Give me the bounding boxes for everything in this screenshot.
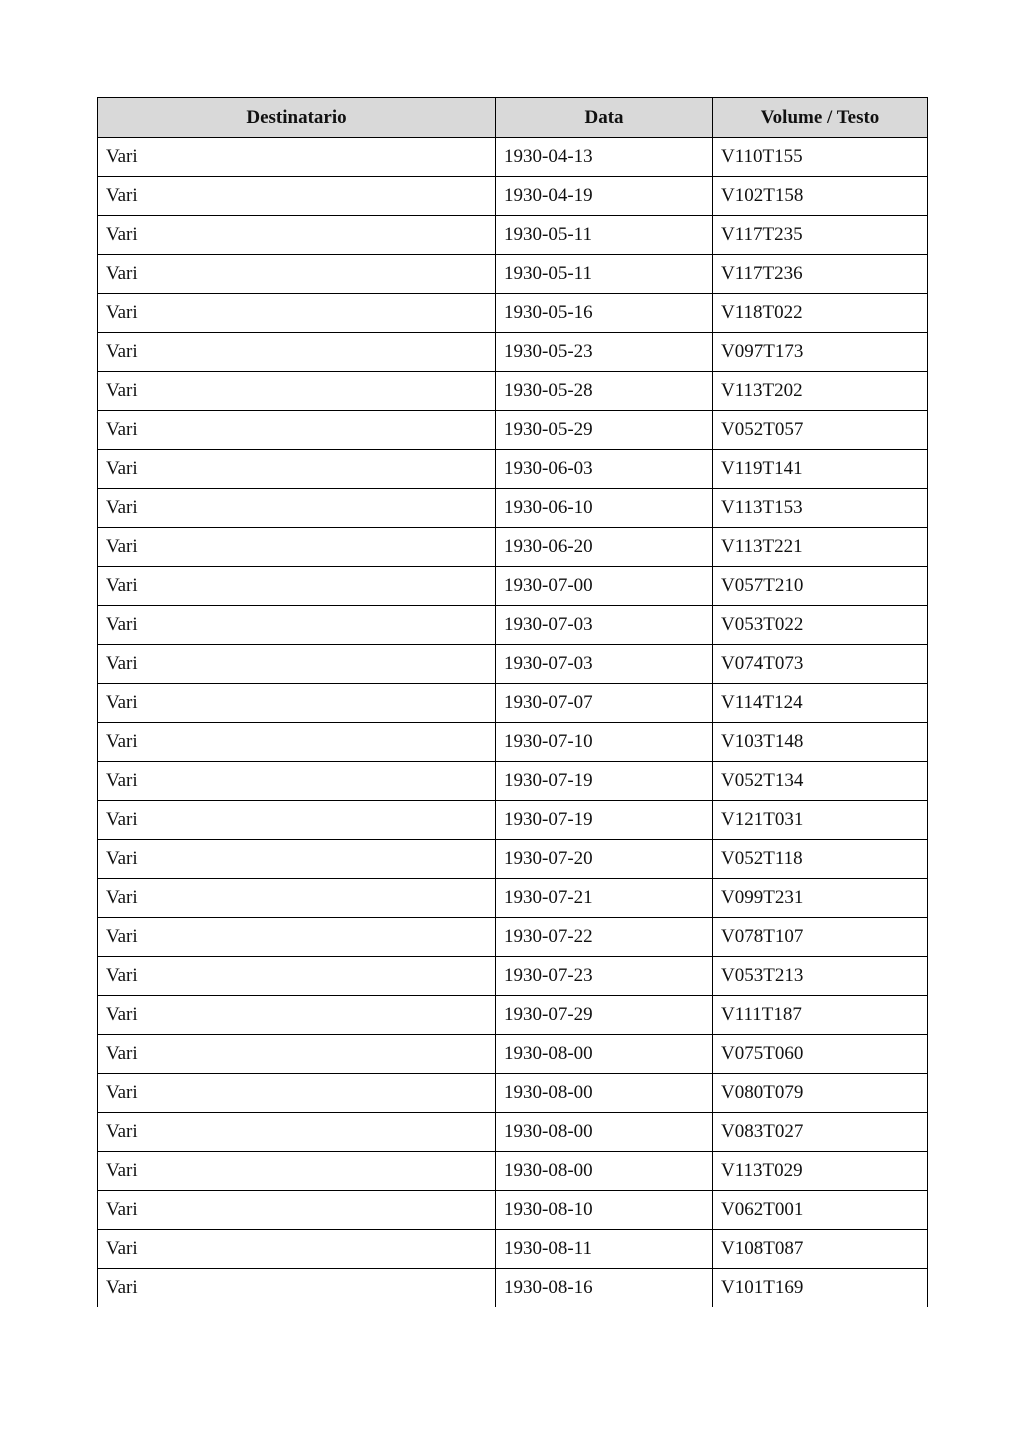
- cell-destinatario: Vari: [98, 1230, 496, 1269]
- cell-destinatario: Vari: [98, 1035, 496, 1074]
- cell-volume-testo: V052T118: [713, 840, 928, 879]
- cell-data: 1930-07-03: [496, 645, 713, 684]
- cell-data: 1930-05-29: [496, 411, 713, 450]
- table-row: [98, 216, 928, 255]
- table-row: [98, 723, 928, 762]
- table-row: [98, 138, 928, 177]
- cell-data: 1930-07-07: [496, 684, 713, 723]
- cell-volume-testo: V110T155: [713, 138, 928, 177]
- cell-volume-testo: V062T001: [713, 1191, 928, 1230]
- cell-data: 1930-08-16: [496, 1269, 713, 1308]
- table-row: [98, 1191, 928, 1230]
- cell-data: 1930-07-22: [496, 918, 713, 957]
- cell-destinatario: Vari: [98, 1269, 496, 1308]
- table-row: [98, 1074, 928, 1113]
- cell-data: 1930-07-19: [496, 801, 713, 840]
- cell-volume-testo: V052T134: [713, 762, 928, 801]
- header-row: [98, 98, 928, 138]
- cell-destinatario: Vari: [98, 1191, 496, 1230]
- cell-destinatario: Vari: [98, 957, 496, 996]
- cell-volume-testo: V121T031: [713, 801, 928, 840]
- cell-destinatario: Vari: [98, 1074, 496, 1113]
- table-row: [98, 918, 928, 957]
- cell-volume-testo: V113T221: [713, 528, 928, 567]
- cell-data: 1930-07-03: [496, 606, 713, 645]
- cell-destinatario: Vari: [98, 723, 496, 762]
- table-row: [98, 801, 928, 840]
- table-row: [98, 879, 928, 918]
- letters-table: [97, 97, 928, 1307]
- cell-volume-testo: V117T235: [713, 216, 928, 255]
- header-destinatario: Destinatario: [98, 98, 496, 138]
- table-row: [98, 1230, 928, 1269]
- cell-data: 1930-08-00: [496, 1152, 713, 1191]
- cell-destinatario: Vari: [98, 684, 496, 723]
- table-row: [98, 1269, 928, 1308]
- table-row: [98, 957, 928, 996]
- table-row: [98, 528, 928, 567]
- cell-destinatario: Vari: [98, 879, 496, 918]
- cell-data: 1930-05-11: [496, 255, 713, 294]
- cell-data: 1930-08-00: [496, 1035, 713, 1074]
- cell-data: 1930-04-13: [496, 138, 713, 177]
- cell-destinatario: Vari: [98, 138, 496, 177]
- cell-data: 1930-07-21: [496, 879, 713, 918]
- cell-volume-testo: V111T187: [713, 996, 928, 1035]
- cell-volume-testo: V113T202: [713, 372, 928, 411]
- table-row: [98, 372, 928, 411]
- document-page: [97, 97, 927, 1307]
- cell-volume-testo: V078T107: [713, 918, 928, 957]
- cell-volume-testo: V075T060: [713, 1035, 928, 1074]
- cell-destinatario: Vari: [98, 294, 496, 333]
- table-row: [98, 567, 928, 606]
- cell-volume-testo: V103T148: [713, 723, 928, 762]
- cell-destinatario: Vari: [98, 489, 496, 528]
- table-body: [98, 138, 928, 1308]
- table-row: [98, 1113, 928, 1152]
- cell-destinatario: Vari: [98, 801, 496, 840]
- table-row: [98, 333, 928, 372]
- table-row: [98, 450, 928, 489]
- cell-data: 1930-07-10: [496, 723, 713, 762]
- cell-data: 1930-05-11: [496, 216, 713, 255]
- cell-volume-testo: V097T173: [713, 333, 928, 372]
- cell-data: 1930-06-10: [496, 489, 713, 528]
- cell-data: 1930-08-00: [496, 1074, 713, 1113]
- table-row: [98, 606, 928, 645]
- cell-volume-testo: V102T158: [713, 177, 928, 216]
- cell-destinatario: Vari: [98, 1152, 496, 1191]
- cell-volume-testo: V113T153: [713, 489, 928, 528]
- cell-volume-testo: V083T027: [713, 1113, 928, 1152]
- cell-data: 1930-08-11: [496, 1230, 713, 1269]
- cell-destinatario: Vari: [98, 216, 496, 255]
- cell-volume-testo: V114T124: [713, 684, 928, 723]
- cell-volume-testo: V108T087: [713, 1230, 928, 1269]
- cell-data: 1930-07-19: [496, 762, 713, 801]
- table-row: [98, 762, 928, 801]
- table-row: [98, 177, 928, 216]
- cell-data: 1930-08-10: [496, 1191, 713, 1230]
- cell-volume-testo: V119T141: [713, 450, 928, 489]
- cell-data: 1930-06-20: [496, 528, 713, 567]
- cell-destinatario: Vari: [98, 177, 496, 216]
- cell-data: 1930-04-19: [496, 177, 713, 216]
- table-row: [98, 645, 928, 684]
- cell-volume-testo: V057T210: [713, 567, 928, 606]
- table-header: [98, 98, 928, 138]
- cell-volume-testo: V117T236: [713, 255, 928, 294]
- cell-destinatario: Vari: [98, 840, 496, 879]
- cell-volume-testo: V053T213: [713, 957, 928, 996]
- cell-data: 1930-05-28: [496, 372, 713, 411]
- cell-data: 1930-07-23: [496, 957, 713, 996]
- header-data: Data: [496, 98, 713, 138]
- table-row: [98, 996, 928, 1035]
- cell-volume-testo: V074T073: [713, 645, 928, 684]
- cell-volume-testo: V052T057: [713, 411, 928, 450]
- cell-data: 1930-05-16: [496, 294, 713, 333]
- table-row: [98, 411, 928, 450]
- cell-data: 1930-06-03: [496, 450, 713, 489]
- cell-data: 1930-05-23: [496, 333, 713, 372]
- table-row: [98, 489, 928, 528]
- cell-volume-testo: V113T029: [713, 1152, 928, 1191]
- cell-destinatario: Vari: [98, 528, 496, 567]
- header-volume-testo: Volume / Testo: [713, 98, 928, 138]
- cell-data: 1930-08-00: [496, 1113, 713, 1152]
- cell-volume-testo: V118T022: [713, 294, 928, 333]
- cell-data: 1930-07-00: [496, 567, 713, 606]
- table-row: [98, 255, 928, 294]
- cell-destinatario: Vari: [98, 918, 496, 957]
- table-row: [98, 840, 928, 879]
- cell-destinatario: Vari: [98, 567, 496, 606]
- cell-volume-testo: V101T169: [713, 1269, 928, 1308]
- table-row: [98, 1035, 928, 1074]
- cell-destinatario: Vari: [98, 606, 496, 645]
- cell-destinatario: Vari: [98, 645, 496, 684]
- cell-volume-testo: V053T022: [713, 606, 928, 645]
- cell-destinatario: Vari: [98, 333, 496, 372]
- cell-volume-testo: V080T079: [713, 1074, 928, 1113]
- table-row: [98, 684, 928, 723]
- cell-destinatario: Vari: [98, 411, 496, 450]
- cell-data: 1930-07-20: [496, 840, 713, 879]
- cell-data: 1930-07-29: [496, 996, 713, 1035]
- cell-destinatario: Vari: [98, 762, 496, 801]
- table-row: [98, 1152, 928, 1191]
- cell-destinatario: Vari: [98, 372, 496, 411]
- table-row: [98, 294, 928, 333]
- cell-volume-testo: V099T231: [713, 879, 928, 918]
- cell-destinatario: Vari: [98, 450, 496, 489]
- cell-destinatario: Vari: [98, 996, 496, 1035]
- cell-destinatario: Vari: [98, 1113, 496, 1152]
- cell-destinatario: Vari: [98, 255, 496, 294]
